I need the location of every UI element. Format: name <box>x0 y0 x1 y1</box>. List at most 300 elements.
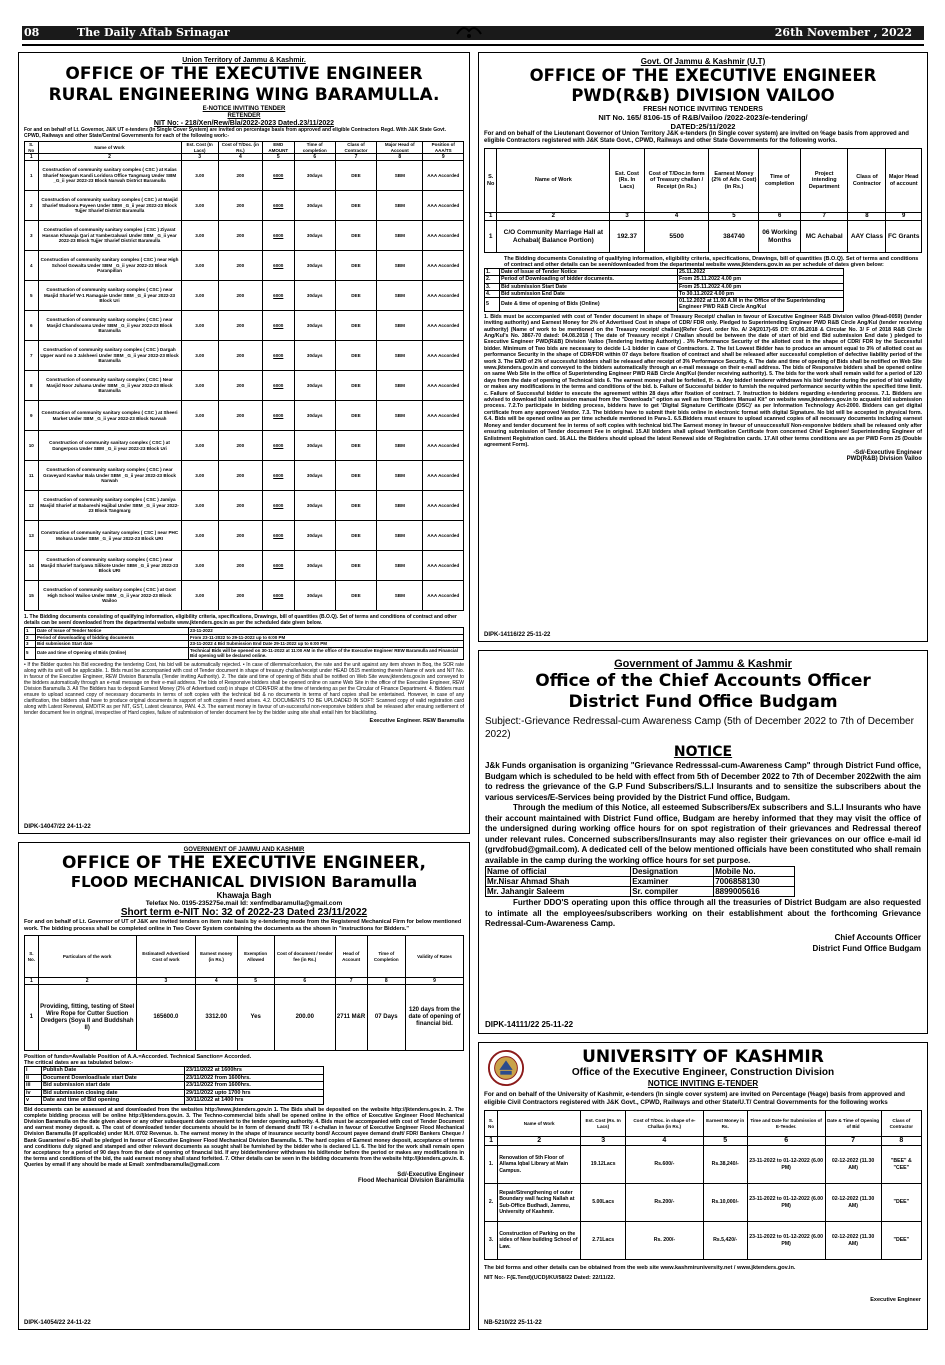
table-cell: Construction of community sanitary complex ( CSC ) Dargah Upper ward no 3 Jalsheeri Under SBM _G_ii year 2022-23 Block Baramulla <box>38 341 181 371</box>
table-cell: From 25.11.2022 4.00 pm <box>678 283 844 290</box>
table-cell: Date of Issue of Tender Notice <box>500 269 678 276</box>
table-cell: 11 <box>25 461 39 491</box>
table-cell: 2 <box>38 978 136 985</box>
table-cell: MC Achabal <box>800 221 848 253</box>
table-number-row <box>25 154 464 161</box>
table-cell: Sr. compiler <box>631 887 714 897</box>
table-cell: 7 <box>25 341 39 371</box>
tender-table <box>24 935 464 1051</box>
table-cell: 6000 <box>262 191 294 221</box>
table-cell: Est. Cost (Rs. In Lacs) <box>581 1111 626 1137</box>
table-cell: 6000 <box>262 521 294 551</box>
table-cell: S. No. <box>25 936 39 978</box>
table-cell: 8 <box>367 978 405 985</box>
table-cell: Construction of community sanitary complex ( CSC ) near Masjid Sharief Sariyawa Silikote Under SBM _G_ii year 2022-23 Block URI <box>38 551 181 581</box>
table-cell: 3. <box>485 1222 498 1260</box>
table-cell: DEE <box>335 551 376 581</box>
table-cell: 5 <box>262 154 294 161</box>
ad-critical-dates-label: The critical dates are as tabulated below:- <box>24 1060 134 1066</box>
table-cell: SBM <box>377 311 423 341</box>
table-cell: Exemption Allowed <box>237 936 274 978</box>
table-cell: Bid submission Start Date <box>500 283 678 290</box>
table-cell: 6000 <box>262 581 294 611</box>
table-row <box>25 161 464 191</box>
table-cell: Name of Work <box>497 149 610 213</box>
ad-footer-text: The bid forms and other details can be obtained from the web site www.kashmiruniversity.net / www.jktenders.gov.in. <box>484 1265 796 1271</box>
masthead <box>0 0 945 46</box>
signature-line1: -Sd/-Executive Engineer <box>853 450 922 457</box>
notice-heading: NOTICE <box>673 744 733 760</box>
ad-pwd-vailoo <box>478 52 928 642</box>
table-cell: 30/11/2022 at 1400 hrs <box>185 1097 324 1105</box>
table-cell: 02-12-2022 (11.30 AM) <box>825 1222 881 1260</box>
table-cell: SBM <box>377 461 423 491</box>
table-cell: AAA Accorded <box>423 521 464 551</box>
table-cell: DEE <box>335 401 376 431</box>
table-cell: AAA Accorded <box>423 311 464 341</box>
table-row <box>25 431 464 461</box>
notice-para3: Further DDO'S operating upon this office through all the treasuries of District Budgam are also requested to intimate all the employees/subscribers working on their establishment about the forthcoming Grievance Redressal-Cum-Awareness Camp. <box>485 898 921 928</box>
table-cell: 200 <box>218 251 262 281</box>
table-cell: Head of Account <box>335 936 367 978</box>
table-cell: 07 Days <box>367 985 405 1051</box>
table-cell: 120 days from the date of opening of financial bid. <box>406 985 464 1051</box>
ad-nit: NIT No:- F(E.Tend)(UCD)/KU/58/22 Dated: 22/11/22. <box>484 1275 616 1281</box>
table-cell: Earnest Money (2% of Adv. Cost) (in Rs.) <box>709 149 759 213</box>
officials-table <box>485 866 795 897</box>
table-cell: 200 <box>218 311 262 341</box>
table-cell: 5 <box>25 281 39 311</box>
table-row <box>25 461 464 491</box>
table-header-row <box>485 149 922 213</box>
table-cell: 5 <box>237 978 274 985</box>
table-row <box>485 1222 922 1260</box>
table-cell: DEE <box>335 581 376 611</box>
table-cell: Rs.200/- <box>626 1184 704 1222</box>
table-cell: 7 <box>800 213 848 221</box>
table-row <box>25 371 464 401</box>
table-cell: 5 <box>25 647 36 659</box>
table-cell: Date & time of opening of Bids (Online) <box>500 298 678 312</box>
table-cell: iii <box>25 1082 42 1090</box>
ad-rew-baramulla <box>18 52 470 834</box>
ad-flood-mechanical <box>18 842 470 1330</box>
table-cell: SBM <box>377 551 423 581</box>
table-cell: AAA Accorded <box>423 431 464 461</box>
ad-subject: Subject:-Grievance Redressal-cum Awareness Camp (5th of December 2022 to 7th of December 2022) <box>485 716 914 740</box>
table-row <box>485 1146 922 1184</box>
ad-intro: For and on behalf of the University of Kashmir, e-tenders (In single cover system) are invited on Percentage (%age) basis from approved and eligible Civil Contractors registered with J&K Govt., CPWD, Railways and other State/U.T/ Central Governments for the following works <box>484 1091 905 1106</box>
table-cell: 5 <box>703 1137 747 1146</box>
table-cell: S. No <box>25 142 39 154</box>
table-cell: 1 <box>25 161 39 191</box>
table-cell: 7006858130 <box>714 877 795 887</box>
table-cell: Construction of community sanitary complex ( CSC ) near Masjid Chandsoama Under SBM _G_ii year 2022-23 Block Baramulla <box>38 311 181 341</box>
ad-ut-label: Union Territory of Jammu & Kashmir. <box>182 57 306 64</box>
table-cell: 200 <box>218 431 262 461</box>
table-row <box>485 269 844 276</box>
table-cell: Construction of community sanitary complex ( CSC ) at Dangerpora Under SBM _G_ii year 2022-23 Block Uri <box>38 431 181 461</box>
table-cell: 30days <box>294 341 335 371</box>
ad-conditions: Bid documents can be assessed at and downloaded from the websites http://www.jktenders.gov.in 1. The Bids shall be deposited on the website http://jktenders.gov.in. 2. The complete bidding process will be online http://jktenders.gov.in. 3. The Techno-commercial bids shall be opened online in the office of Executive Engineer Flood Mechanical Division Baramulla on the date given above or any other subsequent date convenient to the tender opening authority. 4. Bids must be accompanied with cost of Tender Document and earnest money deposit. a. The cost of downloaded tender documents should be in form of demand draft/ TR / e-challan in favour of Executive Engineer Flood Mechanical Division Baramulla (if applicable) under M.H. 0702 Revenue. b. The earnest money in the shape of insurance security bond/ Account payee demand draft/ FDR/ Bankers Cheque / Bank Guarantee/ e-BG shall be pledged in favour of Executive Engineer Flood Mechanical Division Baramulla. 5. The hard copies of Earnest money deposit, acceptance of terms and conditions duly signed and stamped and other relevant documents as sought shall be furnished by the bidder who is declared L1. 6. The bid for the work shall remain open for acceptance for a period of 90 days from the date of opening of financial bid. If any bidder/tenderer withdraws his bid/tender before the period or makes any modifications in the terms and conditions of the bid, the said earnest money shall stand forfeited. 7. Other details can be seen in the bidding documents from the website http://jktenders.gov.in. 8. Queries by email if any should be made at Email: xenfmdbaramulla@gmail.com <box>24 1106 464 1169</box>
table-cell: AAY Class <box>848 221 886 253</box>
table-cell: 1 <box>25 985 39 1051</box>
table-row <box>486 877 795 887</box>
ad-title-line1: OFFICE OF THE EXECUTIVE ENGINEER, <box>61 853 426 873</box>
table-cell: 3.00 <box>181 551 218 581</box>
table-cell: Time of completion <box>294 142 335 154</box>
table-cell: Earnest Money in Rs. <box>703 1111 747 1137</box>
ad-conditions: 1. Bids must be accompanied with cost of Tender document in shape of Treasury Receipt/ challan in favour of Executive Engineer R&B Division vailoo (Head-0059) (tender inviting authority) and Earnest Money for 2% of Advertised Cost in shape of CDR/ FDR only. Pledged to Superintending Engineer PWD R&B Circle Ang/Kul (tender receiving authority) (Name of work to be mentioned on the Treasury receipt/ challan)(Refer Govt. order No. A/ 24(2017)-65 DT: 07.06.2018 & Circular No. 3/ F of 2018 R&B Circle Ang/Kul's No. 3867-70 dated: 04.08.2018 ( The date of Treasury receipt / Challan should be between the date of start of bid end Bid submission End date ) pledged to Executive Engineer PWD(R&B) Division Vailoo (Tendering Inviting Authority) . 3% Performance Security of the allotted cost in the shape of CDR/ FDR by the Successful bidder. Minimum of Two bids are necessary to decide L-1 bidder in case of Contractors. 2. The Ist Lowest Bidder has to produce an amount equal to 3% of allotted cost as performance Security in the shape of CDR/FDR within 07 days before fixation of contract and shall be released after successful completion of defective liability period of the work 3. The EMD of 2% of successful bidders shall be released after receipt of 3% Performance Security. 4. The date and time of opening of Bids shall be notified on Web Site www.jktenders.gov.in and conveyed to the bidders automatically through an e-mail message on their e-mail address. The bids of Responsive bidders shall be opened online on same Web Site in the office of Superintending Engineer PWD R&B Circle Ang/Kul (tender receiving authority). 5. The bids for the work shall remain valid for a period of 120 days from the date of opening of Technical bids 6. The earnest money shall be forfeited, If:- a. Any bidder/ tenderer withdraws his bid/ tender during the period of bid validity or makes any modifications in the terms and conditions of the bid. b. Failure of Successful bidder to furnish the required performance security within the specified time limit. c. Failure of Successful bidder to execute the agreement within 28 days after fixation of contract. 7. Instruction to bidders regarding e-tendering process. 7.1. Bidders are advised to download bid submission manual from the "Downloads" option as well as from "Bidders Manual Kit" on website www.jktenders.gov.in to acquaint bid submission process. 7.2.To participate in bidding process, bidders have to get 'Digital Signature Certificate (DSC)' as per Information Technology Act-2000. Bidders can get digital certificate from any approved Vendor. 7.3. The bidders have to submit their bids online in electronic format with digital Signature. No bid will be accepted in physical form. 6.4. Bids will be opened online as per time schedule mentioned in Para-1. 6.5.Bidders must ensure to upload scanned copies of all necessary documents including earnest Money and tender document fee in terms of soft copies with technical bid.The Earnest money in favour of unsuccessful/ Non-responsive bidders shall be released only after ensuring submission of Tender document Fee in original. 15.All bidders shall upload Verification Certificate from concerned Chief Engineer/ Superintending Engineer of Enlistment Registration card. 16.ALL the Bidders should upload the latest Renewal side of Registration cards. 17.All other terms conditions are as per PWD Form 25 (Double agreement Form). <box>484 313 922 448</box>
table-row <box>25 281 464 311</box>
ad-signature <box>485 932 921 954</box>
table-cell: 23/11/2022 from 1600hrs. <box>185 1074 324 1082</box>
table-cell: DEE <box>335 341 376 371</box>
table-cell: Designation <box>631 867 714 877</box>
table-cell: 8 <box>881 1137 921 1146</box>
ad-dipk: DIPK-14116/22 25-11-22 <box>484 632 551 638</box>
table-cell: 384740 <box>709 221 759 253</box>
table-row <box>25 341 464 371</box>
table-cell: 1 <box>25 978 39 985</box>
table-cell: 4. <box>485 290 500 297</box>
table-row <box>25 221 464 251</box>
ad-govt-label: GOVERNMENT OF JAMMU AND KASHMIR <box>183 847 305 853</box>
table-cell: From 23-11-2022 to 29-11-2022 up to 6:00 PM <box>189 634 464 641</box>
table-cell: 2 <box>497 213 610 221</box>
table-cell: Name of Work <box>498 1111 581 1137</box>
table-cell: Construction of community sanitary complex ( CSC ) at Masjid Sharief Wadoora Payeen Under SBM _G_ii year 2022-23 Block Tujjer Sharief District Baramulla <box>38 191 181 221</box>
newspaper-name: The Daily Aftab Srinagar <box>77 26 230 39</box>
table-cell: 200 <box>218 341 262 371</box>
table-cell: Particulars of the work <box>38 936 136 978</box>
table-cell: DEE <box>335 371 376 401</box>
table-cell: 3 <box>25 641 36 648</box>
table-cell: 2. <box>485 276 500 283</box>
table-cell: 6000 <box>262 251 294 281</box>
table-cell: 25.11.2022 <box>678 269 844 276</box>
table-cell: 23-11-2022 to 01-12-2022 (6.00 PM) <box>747 1222 825 1260</box>
table-cell: 1 <box>25 154 39 161</box>
table-cell: AAA Accorded <box>423 401 464 431</box>
table-cell: Renovation of 5th Floor of Allama Iqbal Library at Main Campus. <box>498 1146 581 1184</box>
ad-title-line1: OFFICE OF THE EXECUTIVE ENGINEER <box>65 64 423 84</box>
table-cell: Repair/Strengthening of outer Boundary wall facing Nallah at Sub-Office Budhadi, Jammu, University of Kashmir. <box>498 1184 581 1222</box>
table-cell: 192.37 <box>610 221 644 253</box>
table-cell: Time of Completion <box>367 936 405 978</box>
university-seal-icon <box>487 1049 525 1087</box>
table-cell: 2 <box>25 191 39 221</box>
table-cell: 6 <box>274 978 335 985</box>
table-cell: Rs.10,000/- <box>703 1184 747 1222</box>
table-cell: 5 <box>709 213 759 221</box>
table-cell: 4 <box>218 154 262 161</box>
table-row <box>25 551 464 581</box>
table-cell: 02-12-2022 (11.30 AM) <box>825 1146 881 1184</box>
table-cell: Mr.Nisar Ahmad Shah <box>486 877 631 887</box>
table-cell: Document Download/sale start Date <box>42 1074 185 1082</box>
ad-retender: RETENDER <box>227 113 261 119</box>
table-cell: 30days <box>294 221 335 251</box>
table-header-row <box>485 1111 922 1137</box>
table-row <box>25 647 464 659</box>
table-cell: Class of Contractor <box>881 1111 921 1137</box>
table-cell: 3.00 <box>181 311 218 341</box>
ad-title-line1: Office of the Chief Accounts Officer <box>535 671 871 691</box>
dates-table <box>24 1066 324 1105</box>
table-cell: AAA Accorded <box>423 341 464 371</box>
table-cell: 23/11/2022 from 1600hrs. <box>185 1082 324 1090</box>
table-cell: Construction of community sanitary complex ( CSC ) Near Masjid Noor Juhama Under SBM _G_ii year 2022-23 Block Baramulla <box>38 371 181 401</box>
table-cell: 06 Working Months <box>759 221 800 253</box>
table-cell: 29/11/2022 upto 1700 hrs <box>185 1089 324 1097</box>
table-row <box>485 1184 922 1222</box>
table-cell: Date & Time of Opening of Bid <box>825 1111 881 1137</box>
signature-line2: Flood Mechanical Division Baramulla <box>357 1177 464 1184</box>
table-cell: 30days <box>294 491 335 521</box>
table-body <box>25 161 464 611</box>
table-cell: Providing, fitting, testing of Steel Wire Rope for Cutter Suction Dredgers (Soya II and Buddshah II) <box>38 985 136 1051</box>
table-cell: DEE <box>335 521 376 551</box>
table-cell: 1 <box>485 213 497 221</box>
table-cell: Rs.38,240/- <box>703 1146 747 1184</box>
table-cell: To 30.11.2022 4.00 pm <box>678 290 844 297</box>
table-cell: 9 <box>423 154 464 161</box>
table-cell: 3 <box>610 213 644 221</box>
ad-signature: Executive Engineer. REW Baramulla <box>369 717 464 724</box>
table-cell: 6000 <box>262 161 294 191</box>
table-cell: "DEE" <box>881 1222 921 1260</box>
table-cell: 6000 <box>262 401 294 431</box>
table-cell: Yes <box>237 985 274 1051</box>
ad-nit-date: DATED:25/11/2022 <box>670 122 736 131</box>
table-cell: Validity of Rates <box>406 936 464 978</box>
table-cell: 3.00 <box>181 521 218 551</box>
table-cell: 23-11-2022 to 01-12-2022 (6.00 PM) <box>747 1146 825 1184</box>
ad-intro: For and on behalf of the Lieutenant Governor of Union Territory J&K e-tenders (In Single cover system) are invited on %age basis from approved and eligible Contractors registered with J&K State Govt., CPWD, Railways and other State Governments for the following works. <box>484 131 909 144</box>
table-cell: 3.00 <box>181 431 218 461</box>
table-cell: 30days <box>294 371 335 401</box>
signature-line1: Chief Accounts Officer <box>834 932 921 942</box>
table-cell: Major Head of account <box>886 149 922 213</box>
table-cell: 1 <box>485 1137 498 1146</box>
ad-funds-position: Position of funds=Available Position of A.A.=Accorded. Technical Sanction= Accorded. <box>24 1054 252 1060</box>
table-cell: SBM <box>377 401 423 431</box>
table-cell: 1 <box>25 628 36 635</box>
table-cell: C/O Community Marriage Hall at Achabal( Balance Portion) <box>497 221 610 253</box>
table-cell: 23-11-2022 to 01-12-2022 (6.00 PM) <box>747 1184 825 1222</box>
table-cell: S. No <box>485 149 497 213</box>
table-row <box>486 887 795 897</box>
table-cell: 6000 <box>262 311 294 341</box>
ad-conditions: • If the Bidder quotes his Bid exceeding the tendering Cost, his bid will be automatically rejected. • In case of dilemma/confusion, the rate and the unit against any item shown in Boq, the SOR rate along with its unit will be applicable. 1. Bids must be accompanied with cost of Tender document in shape of treasury challan/receipt under HEAD 0515 mentioning therein Name of work and NIT No. in favour of the Executive Engineer, REW Division Baramulla (Tender inviting Authority). 2. The date and time of opening of Bids shall be notified on Web Site www.jktenders.gov.in and conveyed to the bidders automatically through an e-mail message on their e-mail address. The bids of Responsive bidders shall be opened online on same Web Site in the office of the Executive Engineer, REW Division Baramulla 3. All The Bidders has to deposit Earnest Money (2% of Advertised cost) in shape of CDR/FDR at the time of tendering as per the Circular of Finance Department. 4. Bidders must ensure to upload scanned copy of necessary documents in terms of soft copies with the technical bid & no documents in terms of hard copies shall be entertained. However, in case of any clarification, the bidders shall have to produce original documents in support of soft copies if need arises. 4.2. DOCUMENTS TO BE UPLOADED IN SOFT: Scanned copy of valid registration card along with Latest Renewal, EMD/TR as per NIT, GST, Latest clearance, PAN. 4.3. The earnest money in favour of un-successful non-responsive bidders shall be released after ensuing settlement of tender document fee in original, irrespective of Hard copies, failure of submission of tender document fee by the bidder using site shall entail him for blacklisting. <box>24 661 464 716</box>
page-number: 08 <box>24 26 40 39</box>
table-cell: 200 <box>218 521 262 551</box>
table-cell: "BEE" & "CEE" <box>881 1146 921 1184</box>
table-cell: Position of AAA/TS <box>423 142 464 154</box>
table-cell: Construction of community sanitary complex ( CSC ) at Govt High School Wailoo Under SBM _G_ii year 2022-23 Block Wailoo <box>38 581 181 611</box>
ad-govt-label: Govt. Of Jammu & Kashmir (U.T) <box>640 57 766 66</box>
table-cell: SBM <box>377 251 423 281</box>
table-cell: DEE <box>335 191 376 221</box>
table-cell: 30days <box>294 551 335 581</box>
ad-signature: Executive Engineer <box>870 1297 921 1303</box>
ad-bidding-note: 1. The Bidding documents consisting of qualifying information, eligibility criteria, specifications, Drawings, bill of quantities (B.O.Q). Set of terms and conditions of contract and other details can be seen/ downloaded from the departmental website www.jktenders.gov.in as per the scheduled date given below. <box>24 614 457 626</box>
table-cell: 1 <box>485 221 497 253</box>
table-cell: SBM <box>377 491 423 521</box>
ad-dipk: DIPK-14054/22 24-11-22 <box>24 1320 91 1326</box>
table-cell: 6000 <box>262 551 294 581</box>
table-cell: Technical Bids will be opened on 30-11-2022 at 11:00 AM in the office of the Executive Engineer REW Baramulla and Financial Bid opening will be declared online. <box>189 647 464 659</box>
table-cell: 6000 <box>262 371 294 401</box>
table-cell: 30days <box>294 521 335 551</box>
table-cell: Date of Issue of Tender Notice <box>36 628 189 635</box>
table-cell: DEE <box>335 221 376 251</box>
table-cell: 3.00 <box>181 461 218 491</box>
table-cell: Rs. 200/- <box>626 1222 704 1260</box>
table-cell: 3.00 <box>181 341 218 371</box>
table-cell: 9 <box>886 213 922 221</box>
table-cell: SBM <box>377 281 423 311</box>
table-cell: 3 <box>136 978 195 985</box>
table-cell: 3.00 <box>181 401 218 431</box>
table-cell: 6000 <box>262 431 294 461</box>
ad-nit: NIT No: - 218/Xen/Rew/Bla/2022-2023 Dated.23/11/2022 <box>153 120 335 127</box>
table-cell: 13 <box>25 521 39 551</box>
table-cell: SBM <box>377 371 423 401</box>
table-cell: 4 <box>626 1137 704 1146</box>
table-cell: 30days <box>294 581 335 611</box>
table-cell: AAA Accorded <box>423 491 464 521</box>
table-cell: 23-11-2022 4 Bid Submission End Date 29-11-2022 up to 6:00 PM <box>189 641 464 648</box>
table-row <box>25 401 464 431</box>
table-cell: 6 <box>759 213 800 221</box>
table-cell: 10 <box>25 431 39 461</box>
table-cell: SBM <box>377 221 423 251</box>
table-cell: Construction of community sanitary complex ( CSC ) near Masjid Sharief W-1 Ramagaie Under SBM _G_ii year 2022-23 Block Uri <box>38 281 181 311</box>
table-cell: Construction of community sanitary complex ( CSC ) at Sheeri Market Under SBM _G_ii year 2022-23 Block Narwah <box>38 401 181 431</box>
ad-title-line2: PWD(R&B) DIVISION VAILOO <box>571 86 835 105</box>
table-cell: Est. Cost (In Lacs) <box>181 142 218 154</box>
table-cell: 8 <box>25 371 39 401</box>
table-cell: 2 <box>38 154 181 161</box>
table-row <box>25 1067 324 1075</box>
table-cell: 1. <box>485 1146 498 1184</box>
table-cell: 200 <box>218 371 262 401</box>
table-cell: 3. <box>485 283 500 290</box>
table-row <box>485 283 844 290</box>
table-cell: 3.00 <box>181 581 218 611</box>
table-cell: 3.00 <box>181 191 218 221</box>
table-number-row <box>485 213 922 221</box>
ad-subtitle: NOTICE INVITING E-TENDER <box>647 1079 759 1088</box>
table-cell: 8899005616 <box>714 887 795 897</box>
table-cell: 3.00 <box>181 281 218 311</box>
table-cell: 23-11-2022 <box>189 628 464 635</box>
ad-title-line2: FLOOD MECHANICAL DIVISION Baramulla <box>70 873 418 891</box>
table-cell: 14 <box>25 551 39 581</box>
ad-title-line2: RURAL ENGINEERING WING BARAMULLA. <box>48 85 440 105</box>
table-row <box>485 276 844 283</box>
table-cell: 200 <box>218 581 262 611</box>
table-cell: 01.12.2022 at 11.00 A.M in the Office of the Superintending Engineer PWD R&B Circle Ang/Kul <box>678 298 844 312</box>
table-cell: 3 <box>25 221 39 251</box>
table-number-row <box>25 978 464 985</box>
table-cell: iv <box>25 1089 42 1097</box>
table-cell: 3.00 <box>181 251 218 281</box>
table-cell: 3.00 <box>181 491 218 521</box>
table-cell: Cost of T/Doc. (in Rs.) <box>218 142 262 154</box>
table-cell: Name of official <box>486 867 631 877</box>
table-cell: AAA Accorded <box>423 551 464 581</box>
table-cell: SBM <box>377 161 423 191</box>
table-cell: Construction of community sanitary complex ( CSC ) at Kalas Sharief Nowgam Kandi Loridora Office Tangmarg Under SBM _G_ii year 2022-23 Block Narwah District Baramulla <box>38 161 181 191</box>
table-cell: Period of downloading of bidding documents <box>36 634 189 641</box>
table-cell: Bid submission closing date <box>42 1089 185 1097</box>
table-cell: 4 <box>25 251 39 281</box>
ad-nit: NIT No. 165/ 8106-15 of R&B/Vailoo /2022-2023/e-tendering/ <box>598 113 808 122</box>
tender-table <box>24 141 464 611</box>
table-cell: 12 <box>25 491 39 521</box>
ad-subtitle: E-NOTICE INVITING TENDER <box>202 106 286 112</box>
table-cell: 6000 <box>262 221 294 251</box>
table-cell: DEE <box>335 491 376 521</box>
table-cell: Bid submission Start date <box>36 641 189 648</box>
table-cell: 2 <box>498 1137 581 1146</box>
table-cell: "DEE" <box>881 1184 921 1222</box>
table-cell: Rs.5,420/- <box>703 1222 747 1260</box>
table-cell: 8 <box>377 154 423 161</box>
table-cell: 6 <box>25 311 39 341</box>
table-cell: 6000 <box>262 341 294 371</box>
table-cell: AAA Accorded <box>423 161 464 191</box>
table-cell: Construction of community sanitary complex ( CSC ) near High School Gowalta Under SBM _G_ii year 2022-23 Block Paranpillan <box>38 251 181 281</box>
table-cell: 30days <box>294 311 335 341</box>
ad-intro: For and on behalf of Lt. Governor of UT of J&K are invited tenders on item rate basis by e-tendering mode from the Registered Mechanical Firm for below mentioned work. The bidding process shall be completed online in Two Cover System containing the documents as the shown in "instructions for Bidders." <box>24 919 462 932</box>
ad-signature <box>24 1172 464 1184</box>
table-cell: 2.71Lacs <box>581 1222 626 1260</box>
table-cell: 3 <box>181 154 218 161</box>
ad-intro: For and on behalf of Lt. Governor, J&K UT e-tenders (In Single Cover System) are invited on percentage basis from approved and eligible Contractors Regd. With J&K State Govt. CPWD, Railways and other State/Central Governments for each of the following work:- <box>24 127 446 139</box>
table-cell: 200 <box>218 551 262 581</box>
table-cell: 4 <box>196 978 237 985</box>
ad-subtitle: FRESH NOTICE INVITING TENDERS <box>643 106 763 113</box>
table-header-row <box>25 142 464 154</box>
table-cell: Project intending Department <box>800 149 848 213</box>
table-cell: 3.00 <box>181 161 218 191</box>
issue-date: 26th November , 2022 <box>774 26 912 39</box>
signature-line1: Sd/-Executive Engineer <box>397 1171 464 1178</box>
dates-table <box>24 627 464 660</box>
table-cell: 1. <box>485 269 500 276</box>
table-cell: 200.00 <box>274 985 335 1051</box>
table-cell: Earnest money (in Rs.) <box>196 936 237 978</box>
table-cell: Class of Contractor <box>848 149 886 213</box>
table-cell: 3.00 <box>181 221 218 251</box>
table-cell: Estimated/ Advertised Cost of work <box>136 936 195 978</box>
table-cell: 200 <box>218 191 262 221</box>
table-header-row <box>25 936 464 978</box>
table-cell: ii <box>25 1074 42 1082</box>
table-cell: 7 <box>825 1137 881 1146</box>
table-number-row <box>485 1137 922 1146</box>
table-cell: DEE <box>335 161 376 191</box>
table-cell: i <box>25 1067 42 1075</box>
table-cell: Name of Work <box>38 142 181 154</box>
table-row <box>485 221 922 253</box>
ad-place: Khawaja Bagh <box>216 891 272 900</box>
table-cell: Date and time of Bid opening <box>42 1097 185 1105</box>
